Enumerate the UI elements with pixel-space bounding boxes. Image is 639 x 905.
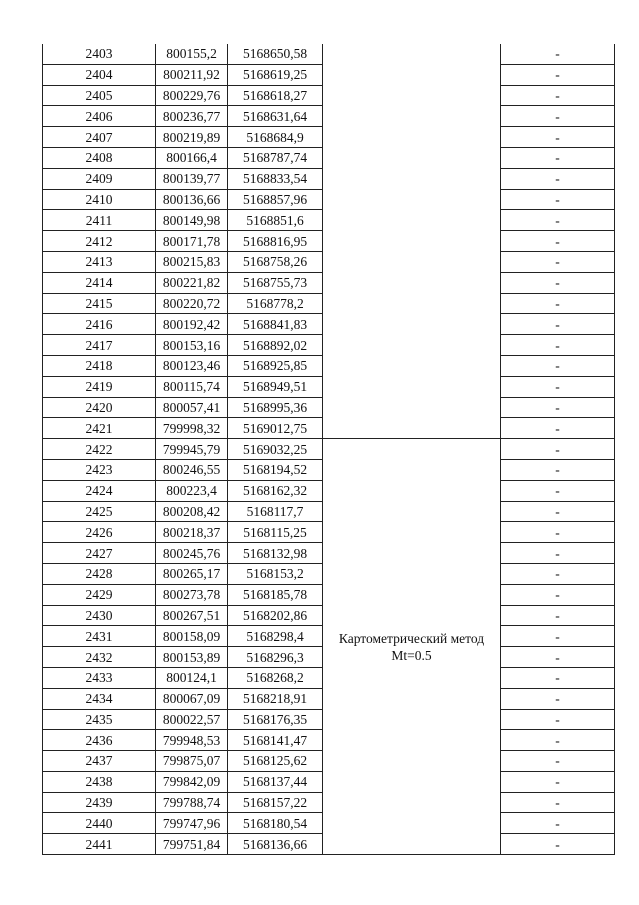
y-coordinate-cell: 5168296,3 — [228, 647, 323, 668]
y-coordinate-cell: 5168684,9 — [228, 127, 323, 148]
method-note-line-2: Mt=0.5 — [391, 647, 432, 663]
y-coordinate-cell: 5168180,54 — [228, 813, 323, 834]
x-coordinate-cell: 800211,92 — [156, 64, 228, 85]
error-cell: - — [501, 335, 615, 356]
error-cell: - — [501, 251, 615, 272]
y-coordinate-cell: 5168153,2 — [228, 563, 323, 584]
y-coordinate-cell: 5168631,64 — [228, 106, 323, 127]
point-number-cell: 2429 — [43, 584, 156, 605]
x-coordinate-cell: 800221,82 — [156, 272, 228, 293]
error-cell: - — [501, 106, 615, 127]
y-coordinate-cell: 5168125,62 — [228, 751, 323, 772]
table-row — [43, 439, 615, 460]
x-coordinate-cell: 800267,51 — [156, 605, 228, 626]
point-number-cell: 2441 — [43, 834, 156, 855]
x-coordinate-cell: 800155,2 — [156, 44, 228, 64]
x-coordinate-cell: 800215,83 — [156, 251, 228, 272]
y-coordinate-cell: 5168833,54 — [228, 168, 323, 189]
x-coordinate-cell: 800166,4 — [156, 147, 228, 168]
error-cell: - — [501, 813, 615, 834]
x-coordinate-cell: 800171,78 — [156, 231, 228, 252]
point-number-cell: 2436 — [43, 730, 156, 751]
y-coordinate-cell: 5168841,83 — [228, 314, 323, 335]
x-coordinate-cell: 800067,09 — [156, 688, 228, 709]
point-number-cell: 2431 — [43, 626, 156, 647]
point-number-cell: 2420 — [43, 397, 156, 418]
error-cell: - — [501, 771, 615, 792]
y-coordinate-cell: 5168787,74 — [228, 147, 323, 168]
error-cell: - — [501, 168, 615, 189]
point-number-cell: 2427 — [43, 543, 156, 564]
error-cell: - — [501, 751, 615, 772]
error-cell: - — [501, 626, 615, 647]
point-number-cell: 2411 — [43, 210, 156, 231]
point-number-cell: 2434 — [43, 688, 156, 709]
x-coordinate-cell: 800124,1 — [156, 667, 228, 688]
x-coordinate-cell: 799948,53 — [156, 730, 228, 751]
y-coordinate-cell: 5168137,44 — [228, 771, 323, 792]
error-cell: - — [501, 480, 615, 501]
error-cell: - — [501, 792, 615, 813]
error-cell: - — [501, 272, 615, 293]
error-cell: - — [501, 667, 615, 688]
error-cell: - — [501, 688, 615, 709]
point-number-cell: 2417 — [43, 335, 156, 356]
error-cell: - — [501, 605, 615, 626]
y-coordinate-cell: 5168202,86 — [228, 605, 323, 626]
x-coordinate-cell: 799842,09 — [156, 771, 228, 792]
point-number-cell: 2426 — [43, 522, 156, 543]
point-number-cell: 2414 — [43, 272, 156, 293]
error-cell: - — [501, 293, 615, 314]
error-cell: - — [501, 231, 615, 252]
error-cell: - — [501, 459, 615, 480]
point-number-cell: 2425 — [43, 501, 156, 522]
x-coordinate-cell: 799747,96 — [156, 813, 228, 834]
error-cell: - — [501, 210, 615, 231]
point-number-cell: 2432 — [43, 647, 156, 668]
y-coordinate-cell: 5168816,95 — [228, 231, 323, 252]
x-coordinate-cell: 800158,09 — [156, 626, 228, 647]
error-cell: - — [501, 127, 615, 148]
x-coordinate-cell: 799751,84 — [156, 834, 228, 855]
error-cell: - — [501, 730, 615, 751]
y-coordinate-cell: 5168892,02 — [228, 335, 323, 356]
x-coordinate-cell: 799998,32 — [156, 418, 228, 439]
table-body — [43, 44, 615, 855]
error-cell: - — [501, 355, 615, 376]
y-coordinate-cell: 5168194,52 — [228, 459, 323, 480]
point-number-cell: 2440 — [43, 813, 156, 834]
error-cell: - — [501, 418, 615, 439]
point-number-cell: 2415 — [43, 293, 156, 314]
error-cell: - — [501, 44, 615, 64]
error-cell: - — [501, 522, 615, 543]
y-coordinate-cell: 5168925,85 — [228, 355, 323, 376]
point-number-cell: 2435 — [43, 709, 156, 730]
error-cell: - — [501, 376, 615, 397]
point-number-cell: 2416 — [43, 314, 156, 335]
point-number-cell: 2418 — [43, 355, 156, 376]
y-coordinate-cell: 5168755,73 — [228, 272, 323, 293]
y-coordinate-cell: 5168995,36 — [228, 397, 323, 418]
x-coordinate-cell: 800223,4 — [156, 480, 228, 501]
x-coordinate-cell: 800153,89 — [156, 647, 228, 668]
y-coordinate-cell: 5168650,58 — [228, 44, 323, 64]
point-number-cell: 2406 — [43, 106, 156, 127]
x-coordinate-cell: 800192,42 — [156, 314, 228, 335]
error-cell: - — [501, 647, 615, 668]
y-coordinate-cell: 5168949,51 — [228, 376, 323, 397]
point-number-cell: 2403 — [43, 44, 156, 64]
coordinate-table — [42, 44, 615, 855]
x-coordinate-cell: 799945,79 — [156, 439, 228, 460]
point-number-cell: 2404 — [43, 64, 156, 85]
x-coordinate-cell: 800153,16 — [156, 335, 228, 356]
x-coordinate-cell: 800265,17 — [156, 563, 228, 584]
x-coordinate-cell: 800149,98 — [156, 210, 228, 231]
point-number-cell: 2424 — [43, 480, 156, 501]
error-cell: - — [501, 709, 615, 730]
x-coordinate-cell: 800219,89 — [156, 127, 228, 148]
y-coordinate-cell: 5168857,96 — [228, 189, 323, 210]
y-coordinate-cell: 5168851,6 — [228, 210, 323, 231]
error-cell: - — [501, 501, 615, 522]
x-coordinate-cell: 800136,66 — [156, 189, 228, 210]
point-number-cell: 2421 — [43, 418, 156, 439]
x-coordinate-cell: 800022,57 — [156, 709, 228, 730]
error-cell: - — [501, 147, 615, 168]
x-coordinate-cell: 800220,72 — [156, 293, 228, 314]
coordinate-table-page — [42, 44, 614, 855]
x-coordinate-cell: 800245,76 — [156, 543, 228, 564]
y-coordinate-cell: 5169032,25 — [228, 439, 323, 460]
error-cell: - — [501, 439, 615, 460]
point-number-cell: 2408 — [43, 147, 156, 168]
x-coordinate-cell: 800057,41 — [156, 397, 228, 418]
y-coordinate-cell: 5168132,98 — [228, 543, 323, 564]
method-blank-cell — [323, 44, 501, 439]
y-coordinate-cell: 5168218,91 — [228, 688, 323, 709]
y-coordinate-cell: 5168268,2 — [228, 667, 323, 688]
error-cell: - — [501, 64, 615, 85]
y-coordinate-cell: 5168162,32 — [228, 480, 323, 501]
error-cell: - — [501, 584, 615, 605]
point-number-cell: 2423 — [43, 459, 156, 480]
y-coordinate-cell: 5168618,27 — [228, 85, 323, 106]
y-coordinate-cell: 5168136,66 — [228, 834, 323, 855]
table-row — [43, 44, 615, 64]
point-number-cell: 2438 — [43, 771, 156, 792]
y-coordinate-cell: 5168758,26 — [228, 251, 323, 272]
point-number-cell: 2428 — [43, 563, 156, 584]
x-coordinate-cell: 800236,77 — [156, 106, 228, 127]
x-coordinate-cell: 799788,74 — [156, 792, 228, 813]
point-number-cell: 2419 — [43, 376, 156, 397]
error-cell: - — [501, 834, 615, 855]
error-cell: - — [501, 189, 615, 210]
x-coordinate-cell: 800139,77 — [156, 168, 228, 189]
x-coordinate-cell: 800229,76 — [156, 85, 228, 106]
point-number-cell: 2405 — [43, 85, 156, 106]
point-number-cell: 2433 — [43, 667, 156, 688]
y-coordinate-cell: 5168619,25 — [228, 64, 323, 85]
x-coordinate-cell: 800218,37 — [156, 522, 228, 543]
error-cell: - — [501, 563, 615, 584]
point-number-cell: 2409 — [43, 168, 156, 189]
y-coordinate-cell: 5168185,78 — [228, 584, 323, 605]
method-note-line-1: Картометрический метод — [338, 630, 485, 646]
y-coordinate-cell: 5169012,75 — [228, 418, 323, 439]
y-coordinate-cell: 5168141,47 — [228, 730, 323, 751]
point-number-cell: 2430 — [43, 605, 156, 626]
x-coordinate-cell: 800123,46 — [156, 355, 228, 376]
y-coordinate-cell: 5168778,2 — [228, 293, 323, 314]
error-cell: - — [501, 397, 615, 418]
y-coordinate-cell: 5168298,4 — [228, 626, 323, 647]
x-coordinate-cell: 800273,78 — [156, 584, 228, 605]
error-cell: - — [501, 314, 615, 335]
y-coordinate-cell: 5168176,35 — [228, 709, 323, 730]
point-number-cell: 2407 — [43, 127, 156, 148]
x-coordinate-cell: 800246,55 — [156, 459, 228, 480]
point-number-cell: 2410 — [43, 189, 156, 210]
x-coordinate-cell: 800115,74 — [156, 376, 228, 397]
y-coordinate-cell: 5168115,25 — [228, 522, 323, 543]
y-coordinate-cell: 5168117,7 — [228, 501, 323, 522]
error-cell: - — [501, 85, 615, 106]
point-number-cell: 2413 — [43, 251, 156, 272]
point-number-cell: 2412 — [43, 231, 156, 252]
error-cell: - — [501, 543, 615, 564]
point-number-cell: 2422 — [43, 439, 156, 460]
point-number-cell: 2439 — [43, 792, 156, 813]
x-coordinate-cell: 800208,42 — [156, 501, 228, 522]
method-note-cell — [323, 439, 501, 855]
y-coordinate-cell: 5168157,22 — [228, 792, 323, 813]
x-coordinate-cell: 799875,07 — [156, 751, 228, 772]
point-number-cell: 2437 — [43, 751, 156, 772]
